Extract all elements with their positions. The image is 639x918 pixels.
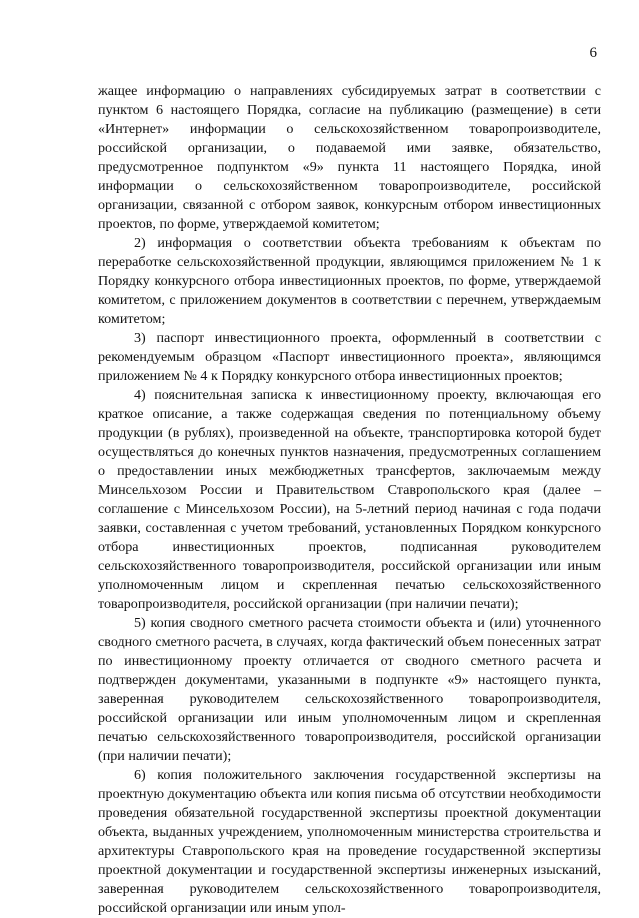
paragraph-continuation: жащее информацию о направлениях субсидируемых затрат в соответствии с пунктом 6 настоящего Порядка, согласие на публикацию (размещение) в сети «Интернет» информации о сельскохозяйственном товаропроизводителе, российской организации, о подаваемой ими заявке, обязательство, предусмотренное подпунктом «9» пункта 11 настоящего Порядка, иной информации о сельскохозяйственном товаропроизводителе, российской организации, связанной с отбором заявок, конкурсным отбором инвестиционных проектов, по форме, утверждаемой комитетом;: [98, 83, 601, 232]
paragraph-item-4: 4) пояснительная записка к инвестиционному проекту, включающая его краткое описание, а также содержащая сведения по потенциальному объему продукции (в рублях), произведенной на объекте, транспортировка которой будет осуществляться до конечных пунктов назначения, предусмотренных соглашением о предоставлении иных межбюджетных трансфертов, заключаемым между Минсельхозом России и Правительством Ставропольского края (далее – соглашение с Минсельхозом России), на 5-летний период начиная с года подачи заявки, составленная с учетом требований, установленных Порядком конкурсного отбора инвестиционных проектов, подписанная руководителем сельскохозяйственного товаропроизводителя, российской организации или иным уполномоченным лицом и скрепленная печатью сельскохозяйственного товаропроизводителя, российской организации (при наличии печати);: [98, 387, 601, 612]
paragraph-item-6: 6) копия положительного заключения государственной экспертизы на проектную документацию объекта или копия письма об отсутствии необходимости проведения обязательной государственной экспертизы проектной документации объекта, выданных учреждением, уполномоченным министерства строительства и архитектуры Ставропольского края на проведение государственной экспертизы проектной документации и государственной экспертизы инженерных изысканий, заверенная руководителем сельскохозяйственного товаропроизводителя, российской организации или иным упол-: [98, 767, 601, 916]
paragraph-item-3: 3) паспорт инвестиционного проекта, оформленный в соответствии с рекомендуемым образцом «Паспорт инвестиционного проекта», являющимся приложением № 4 к Порядку конкурсного отбора инвестиционных проектов;: [98, 330, 601, 384]
page-number: 6: [589, 45, 597, 61]
paragraph-item-2: 2) информация о соответствии объекта требованиям к объектам по переработке сельскохозяйственной продукции, являющимся приложением № 1 к Порядку конкурсного отбора инвестиционных проектов, по форме, утверждаемой комитетом, с приложением документов в соответствии с перечнем, утверждаемым комитетом;: [98, 235, 601, 327]
document-body: [98, 82, 601, 918]
paragraph-item-5: 5) копия сводного сметного расчета стоимости объекта и (или) уточненного сводного сметного расчета, в случаях, когда фактический объем понесенных затрат по инвестиционному проекту отличается от сводного сметного расчета и подтвержден документами, указанными в подпункте «9» настоящего пункта, заверенная руководителем сельскохозяйственного товаропроизводителя, российской организации или иным уполномоченным лицом и скрепленная печатью сельскохозяйственного товаропроизводителя, российской организации (при наличии печати);: [98, 615, 601, 764]
